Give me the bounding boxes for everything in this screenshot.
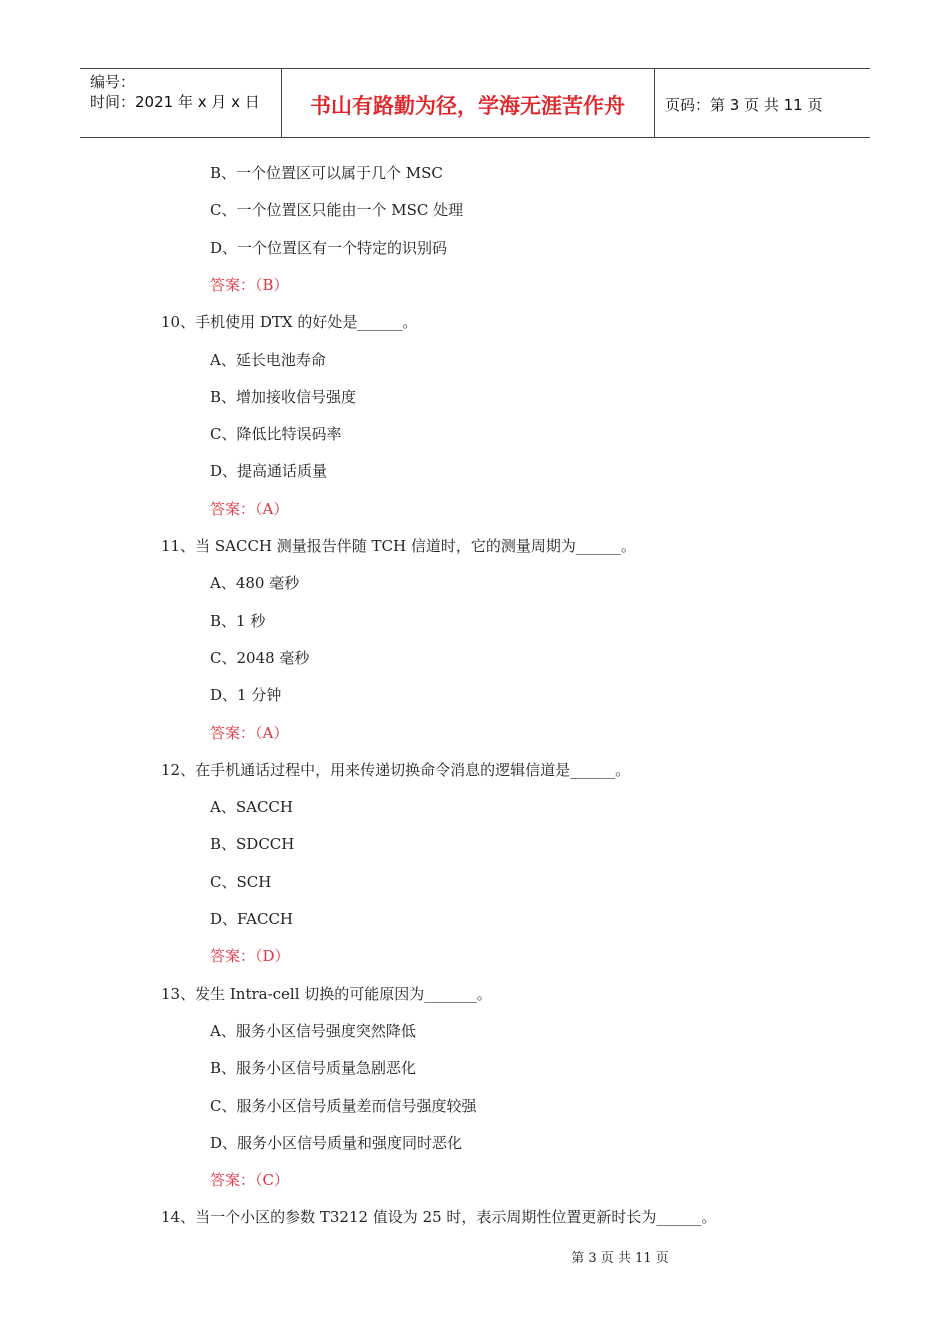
date-line: 时间：2021 年 x 月 x 日 (90, 93, 260, 111)
page-footer: 第 3 页 共 11 页 (571, 1251, 669, 1266)
option-text: B、1 秒 (210, 612, 266, 630)
answer-text: 答案：（D） (210, 947, 290, 965)
option-text: A、服务小区信号强度突然降低 (210, 1022, 416, 1040)
option-text: A、SACCH (210, 798, 293, 816)
question-text: 11、当 SACCH 测量报告伴随 TCH 信道时，它的测量周期为______。 (161, 537, 636, 555)
option-text: D、服务小区信号质量和强度同时恶化 (210, 1134, 463, 1152)
option-text: B、增加接收信号强度 (210, 388, 357, 406)
option-text: B、服务小区信号质量急剧恶化 (210, 1059, 417, 1077)
option-text: C、2048 毫秒 (210, 649, 310, 667)
answer-text: 答案：（B） (210, 276, 289, 294)
option-text: D、一个位置区有一个特定的识别码 (210, 239, 448, 257)
page-header (80, 68, 870, 138)
page-info: 页码：第 3 页 共 11 页 (665, 96, 823, 114)
option-text: C、一个位置区只能由一个 MSC 处理 (210, 201, 464, 219)
answer-text: 答案：（A） (210, 724, 289, 742)
option-text: A、延长电池寿命 (210, 351, 326, 369)
option-text: C、服务小区信号质量差而信号强度较强 (210, 1097, 477, 1115)
option-text: B、SDCCH (210, 835, 295, 853)
option-text: C、降低比特误码率 (210, 425, 342, 443)
header-page-info (655, 69, 870, 137)
motto-text: 书山有路勤为径，学海无涯苦作舟 (310, 94, 625, 118)
question-text: 13、发生 Intra-cell 切换的可能原因为_______。 (161, 985, 492, 1003)
header-meta (80, 69, 282, 137)
option-text: D、提高通话质量 (210, 462, 328, 480)
option-text: D、1 分钟 (210, 686, 282, 704)
question-text: 12、在手机通话过程中，用来传递切换命令消息的逻辑信道是______。 (161, 761, 631, 779)
option-text: C、SCH (210, 873, 272, 891)
answer-text: 答案：（A） (210, 500, 289, 518)
question-text: 14、当一个小区的参数 T3212 值设为 25 时，表示周期性位置更新时长为______。 (161, 1208, 717, 1226)
question-text: 10、手机使用 DTX 的好处是______。 (161, 313, 418, 331)
option-text: B、一个位置区可以属于几个 MSC (210, 164, 443, 182)
option-text: D、FACCH (210, 910, 293, 928)
option-text: A、480 毫秒 (210, 574, 300, 592)
answer-text: 答案：（C） (210, 1171, 289, 1189)
serial-label: 编号： (90, 73, 136, 91)
header-motto-cell (281, 69, 655, 137)
